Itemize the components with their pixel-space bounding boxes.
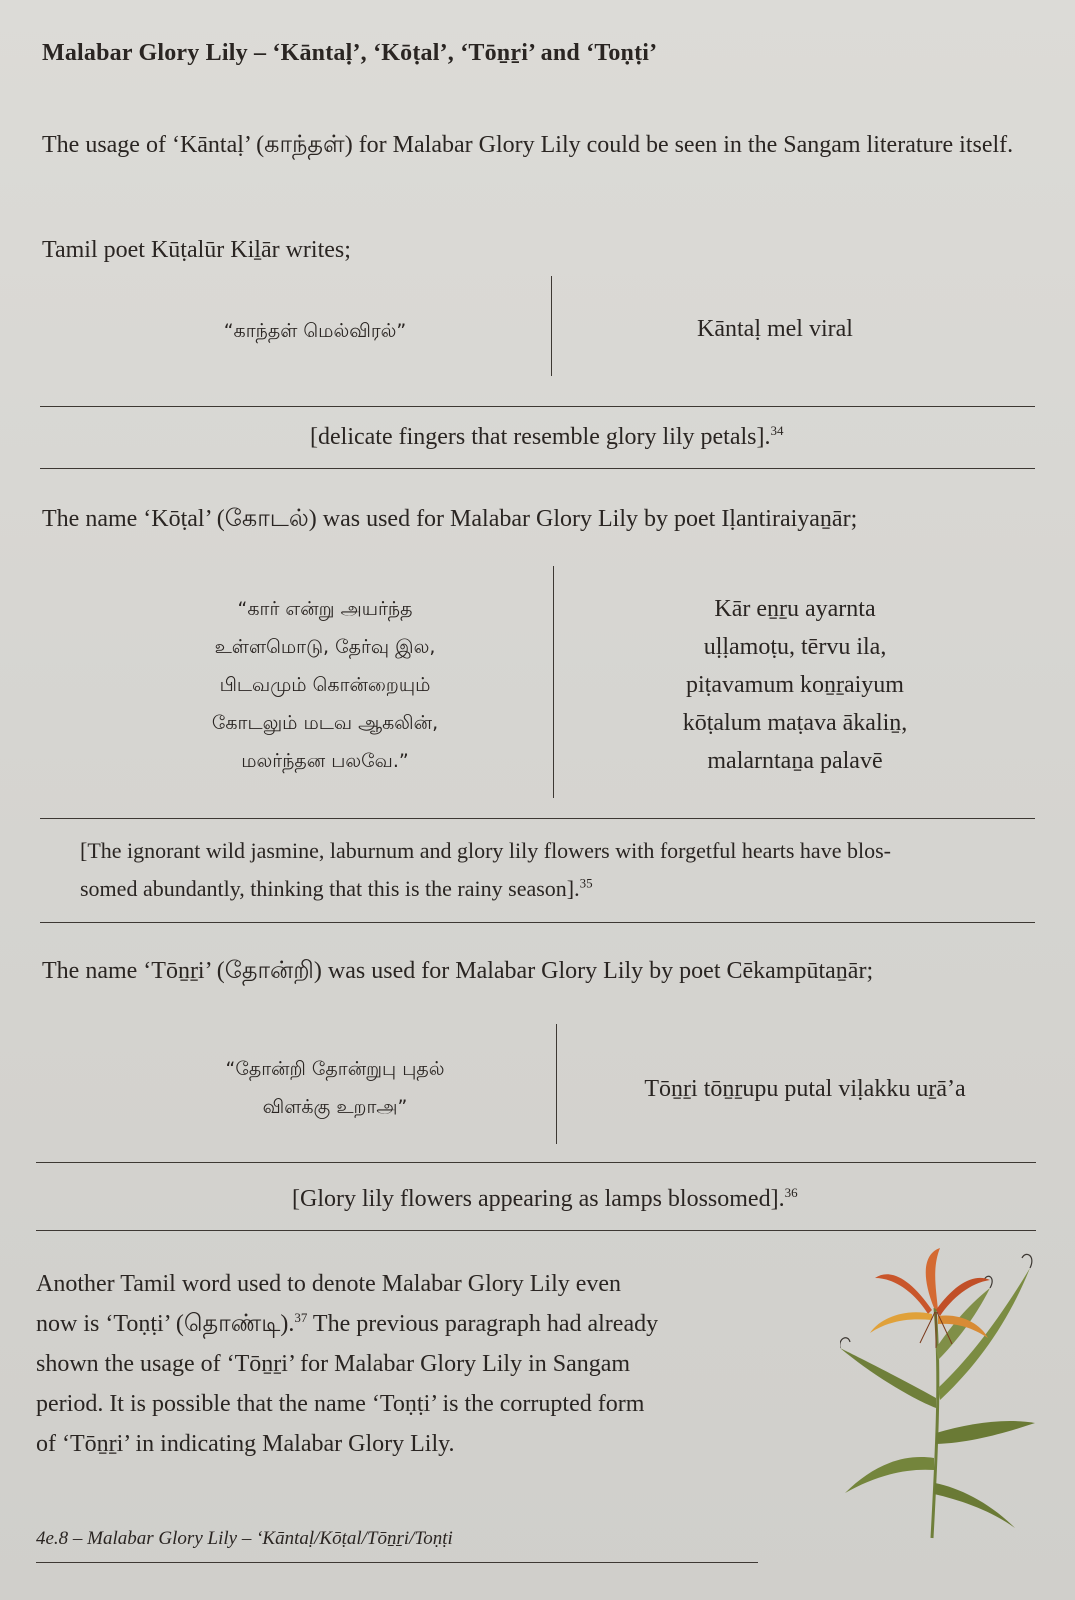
verse2-tamil-line: பிடவமும் கொன்றையும் xyxy=(219,674,431,696)
poet-intro-ilantiraiyanar: The name ‘Kōṭal’ (கோடல்) was used for Malabar Glory Lily by poet Iḷantiraiyaṉār; xyxy=(42,506,858,532)
caption-underline xyxy=(36,1562,758,1563)
poet-intro-kutalur: Tamil poet Kūṭalūr Kiḻār writes; xyxy=(42,237,351,263)
verse1-transliteration xyxy=(600,310,950,348)
footnote-ref-36: 36 xyxy=(784,1185,798,1200)
poet-intro-cekamputanar: The name ‘Tōṉṟi’ (தோன்றி) was used for Malabar Glory Lily by poet Cēkampūtaṉār; xyxy=(42,958,874,984)
verse1-rule-bottom xyxy=(40,468,1035,469)
figure-caption: 4e.8 – Malabar Glory Lily – ‘Kāntaḷ/Kōṭal/Tōṉṟi/Toṇṭi xyxy=(36,1528,453,1549)
verse3-divider xyxy=(556,1024,557,1144)
footnote-ref-37: 37 xyxy=(294,1310,308,1325)
verse3-translit-line: Tōṉṟi tōṉṟupu putal viḷakku uṟā’a xyxy=(644,1076,966,1102)
verse3-tamil xyxy=(150,1050,520,1126)
closing-line: of ‘Tōṉṟi’ in indicating Malabar Glory Lily. xyxy=(36,1431,455,1457)
closing-line: period. It is possible that the name ‘Toṇṭi’ is the corrupted form xyxy=(36,1391,645,1417)
verse2-translit-line: Kār eṉṟu ayarnta xyxy=(714,596,876,622)
verse2-translation-line: [The ignorant wild jasmine, laburnum and glory lily flowers with forgetful hearts have blos- xyxy=(80,838,891,863)
verse1-divider xyxy=(551,276,552,376)
verse2-tamil xyxy=(150,590,500,780)
verse2-translation-line: somed abundantly, thinking that this is the rainy season].$^{35}$ xyxy=(80,875,593,901)
glory-lily-illustration xyxy=(840,1248,1040,1548)
verse2-divider xyxy=(553,566,554,798)
verse2-translit-line: piṭavamum koṉṟaiyum xyxy=(686,672,904,698)
verse2-rule-top xyxy=(40,818,1035,819)
verse2-rule-bottom xyxy=(40,922,1035,923)
verse1-tamil-line: “காந்தள் மெல்விரல்” xyxy=(223,320,407,342)
verse2-tamil-line: உள்ளமொடு, தேர்வு இல, xyxy=(214,636,436,658)
verse3-rule-bottom xyxy=(36,1230,1036,1231)
closing-line: now is ‘Toṇṭi’ (தொண்டி).$^{37}$ The previous paragraph had already xyxy=(36,1310,659,1337)
verse2-translit-line: kōṭalum maṭava ākaliṉ, xyxy=(682,710,908,736)
verse1-rule-top xyxy=(40,406,1035,407)
verse2-tamil-line: கோடலும் மடவ ஆகலின், xyxy=(211,712,439,734)
verse2-translit-line: malarntaṉa palavē xyxy=(707,748,883,774)
footnote-ref-35: 35 xyxy=(579,875,593,891)
verse1-translation: [delicate fingers that resemble glory lily petals].$^{34}$ xyxy=(310,423,784,450)
verse3-rule-top xyxy=(36,1162,1036,1163)
section-heading: Malabar Glory Lily – ‘Kāntaḷ’, ‘Kōṭal’, ‘Tōṉṟi’ and ‘Toṇṭi’ xyxy=(42,40,658,66)
verse2-translation xyxy=(80,832,1040,908)
intro-paragraph: The usage of ‘Kāntaḷ’ (காந்தள்) for Malabar Glory Lily could be seen in the Sangam literature itself. xyxy=(42,132,1014,158)
footnote-ref-34: 34 xyxy=(770,423,784,438)
verse3-tamil-line: “தோன்றி தோன்றுபு புதல் xyxy=(225,1058,445,1080)
closing-line: Another Tamil word used to denote Malabar Glory Lily even xyxy=(36,1271,622,1297)
verse3-translation: [Glory lily flowers appearing as lamps blossomed].$^{36}$ xyxy=(292,1185,798,1212)
verse2-transliteration xyxy=(600,590,990,780)
verse2-tamil-line: “கார் என்று அயர்ந்த xyxy=(237,598,413,620)
verse1-translit-line: Kāntaḷ mel viral xyxy=(697,316,853,342)
verse2-tamil-line: மலர்ந்தன பலவே.” xyxy=(241,750,409,772)
verse1-tamil xyxy=(150,312,480,350)
verse3-transliteration xyxy=(590,1070,1020,1108)
verse2-translit-line: uḷḷamoṭu, tērvu ila, xyxy=(703,634,887,660)
closing-paragraph xyxy=(36,1264,776,1464)
closing-line: shown the usage of ‘Tōṉṟi’ for Malabar Glory Lily in Sangam xyxy=(36,1351,631,1377)
verse3-tamil-line: விளக்கு உறாஅ” xyxy=(262,1096,408,1118)
